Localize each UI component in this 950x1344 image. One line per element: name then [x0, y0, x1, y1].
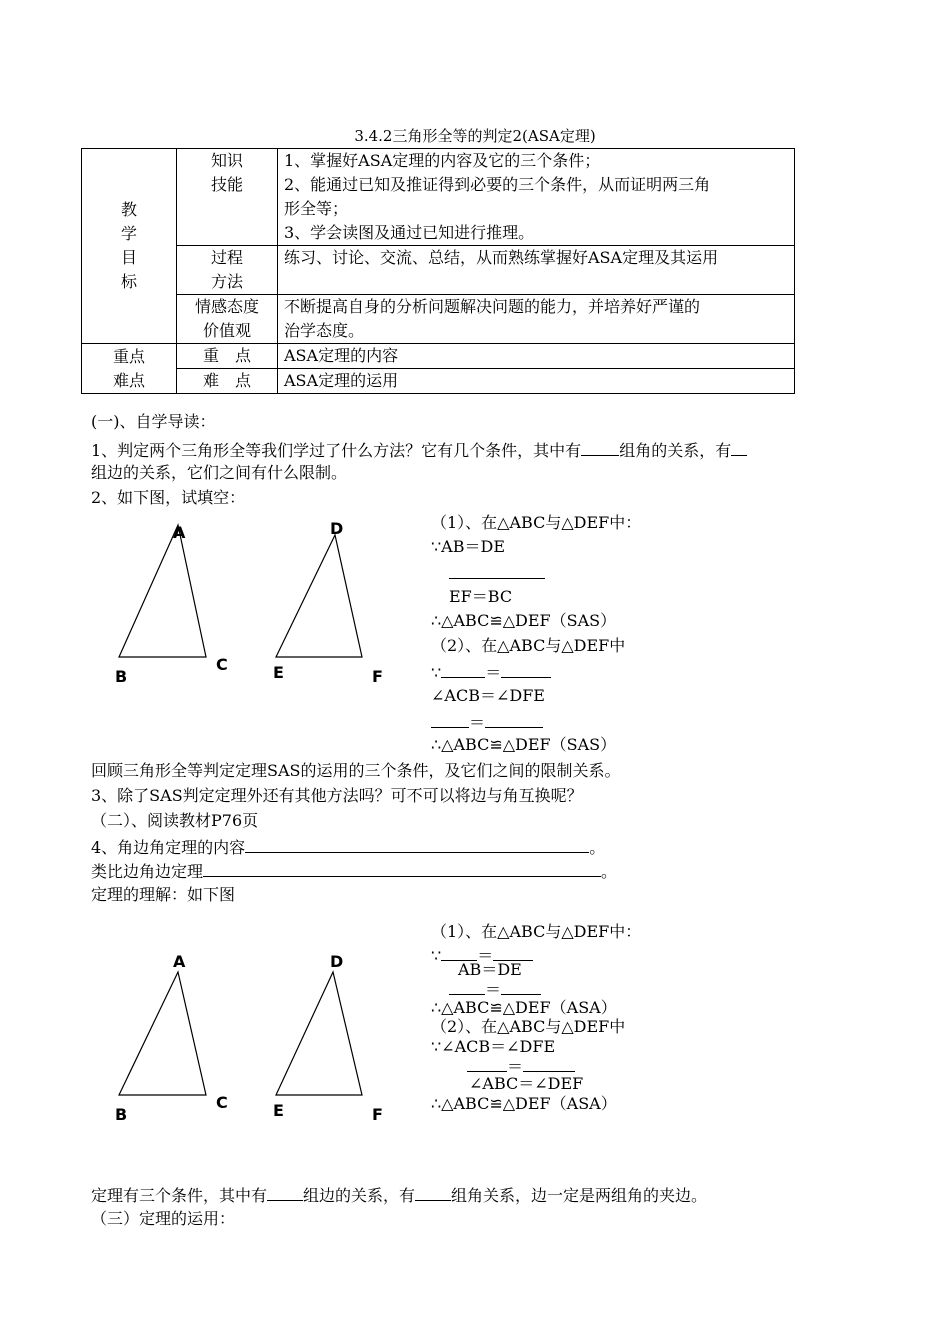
triangle-def — [276, 535, 362, 657]
fig2-p1-thus: ∴△ABC≌△DEF（ASA） — [431, 998, 617, 1017]
label-c: C — [216, 655, 228, 674]
fig1-p1-head: （1）、在△ABC与△DEF中： — [431, 513, 642, 532]
blank[interactable] — [523, 1057, 575, 1072]
knowledge-skill-content: 1、掌握好ASA定理的内容及它的三个条件； 2、能通过已知及推证得到必要的三个条件，从而证明两三角 形全等； 3、学会读图及通过已知进行推理。 — [278, 149, 795, 246]
summary-line: 定理有三个条件，其中有 组边的关系，有 组角关系，边一定是两组角的夹边。 — [91, 1186, 708, 1205]
blank[interactable] — [449, 980, 485, 995]
blank[interactable] — [441, 946, 477, 961]
question-2: 2、如下图，试填空： — [91, 488, 246, 507]
blank[interactable] — [449, 563, 545, 579]
section3-heading: （三）定理的运用： — [91, 1209, 236, 1228]
fig1-p1-line3: EF＝BC — [449, 587, 513, 606]
difficulty-content: ASA定理的运用 — [278, 369, 795, 394]
blank[interactable] — [485, 713, 543, 728]
fig1-p2-angle: ∠ACB＝∠DFE — [431, 686, 545, 705]
label-e: E — [273, 1101, 284, 1120]
blank[interactable] — [501, 663, 551, 678]
blank[interactable] — [467, 1057, 507, 1072]
blank[interactable] — [501, 980, 541, 995]
question-1-line2: 组边的关系，它们之间有什么限制。 — [91, 463, 348, 482]
fig1-p2-blank-line: ＝ — [431, 713, 543, 731]
triangle-abc — [119, 525, 206, 657]
label-f: F — [372, 667, 383, 685]
objectives-table — [81, 148, 795, 394]
blank[interactable] — [731, 441, 747, 456]
blank[interactable] — [493, 946, 533, 961]
blank[interactable] — [267, 1186, 303, 1201]
label-d: D — [330, 952, 344, 971]
fig1-p1-thus: ∴△ABC≌△DEF（SAS） — [431, 611, 617, 630]
blank[interactable] — [245, 838, 589, 853]
blank[interactable] — [441, 663, 485, 678]
process-method-content: 练习、讨论、交流、总结，从而熟练掌握好ASA定理及其运用 — [278, 246, 795, 295]
knowledge-skill-label: 知识 技能 — [177, 149, 278, 246]
blank[interactable] — [203, 862, 601, 877]
label-c: C — [216, 1093, 228, 1112]
label-d: D — [330, 519, 344, 538]
question-1-line1: 1、判定两个三角形全等我们学过了什么方法？它有几个条件，其中有 组角的关系，有 — [91, 441, 747, 459]
triangle-def — [276, 972, 362, 1095]
label-a: A — [173, 523, 186, 542]
fig2-p1-ab: AB＝DE — [458, 960, 522, 979]
understanding-line: 定理的理解：如下图 — [91, 885, 236, 904]
triangle-abc — [119, 972, 206, 1095]
blank[interactable] — [431, 713, 469, 728]
question-4: 4、角边角定理的内容 。 — [91, 838, 606, 857]
objectives-group-label: 教 学 目 标 — [82, 149, 177, 344]
section2-heading: （二）、阅读教材P76页 — [91, 811, 259, 830]
label-a: A — [173, 952, 186, 971]
label-b: B — [115, 667, 128, 685]
fig2-p1-head: （1）、在△ABC与△DEF中： — [431, 922, 642, 941]
focus-group-label: 重点 难点 — [82, 344, 177, 394]
analogy-line: 类比边角边定理 。 — [91, 862, 618, 881]
figure2-triangles — [100, 950, 420, 1120]
key-point-content: ASA定理的内容 — [278, 344, 795, 369]
label-f: F — [372, 1105, 383, 1120]
fig2-p2-head: （2）、在△ABC与△DEF中 — [431, 1017, 626, 1036]
process-method-label: 过程 方法 — [177, 246, 278, 295]
fig2-p2-angle: ∠ABC＝∠DEF — [469, 1074, 584, 1093]
fig2-p1-blank-line: ＝ — [449, 980, 541, 998]
fig1-p2-since: ∵ ＝ — [431, 663, 551, 681]
fig2-p2-since: ∵∠ACB＝∠DFE — [431, 1037, 556, 1056]
label-e: E — [273, 663, 284, 682]
attitude-values-content: 不断提高自身的分析问题解决问题的能力，并培养好严谨的 治学态度。 — [278, 295, 795, 344]
key-point-label: 重 点 — [177, 344, 278, 369]
label-b: B — [115, 1105, 128, 1120]
blank[interactable] — [415, 1186, 451, 1201]
review-text: 回顾三角形全等判定定理SAS的运用的三个条件，及它们之间的限制关系。 — [91, 761, 621, 780]
difficulty-label: 难 点 — [177, 369, 278, 394]
fig2-p2-blank-line: ＝ — [467, 1057, 575, 1075]
attitude-values-label: 情感态度 价值观 — [177, 295, 278, 344]
fig1-p2-thus: ∴△ABC≌△DEF（SAS） — [431, 735, 617, 754]
fig2-p1-since: ∵ ＝ — [431, 946, 533, 964]
fig1-p2-head: （2）、在△ABC与△DEF中 — [431, 636, 626, 655]
fig1-p1-since: ∵AB＝DE — [431, 537, 506, 556]
fig2-p2-thus: ∴△ABC≌△DEF（ASA） — [431, 1094, 617, 1113]
question-3: 3、除了SAS判定定理外还有其他方法吗？可不可以将边与角互换呢？ — [91, 786, 583, 805]
section1-heading: (一)、自学导读： — [91, 412, 216, 431]
figure1-triangles — [100, 515, 420, 685]
blank[interactable] — [581, 441, 619, 456]
page-title: 3.4.2三角形全等的判定2(ASA定理) — [354, 127, 596, 145]
